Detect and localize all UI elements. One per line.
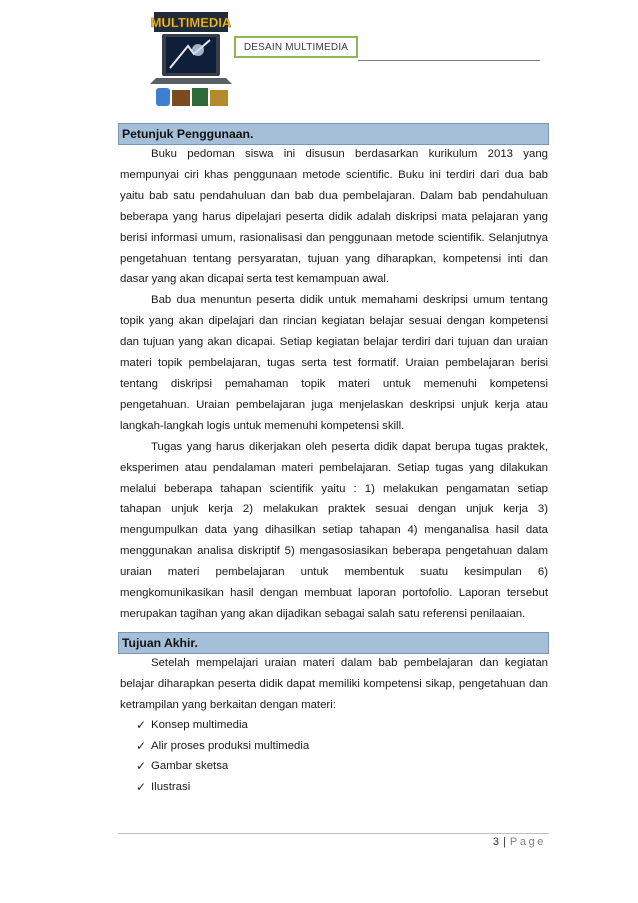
- svg-text:MULTIMEDIA: MULTIMEDIA: [150, 15, 232, 30]
- page-word: Page: [509, 836, 546, 848]
- list-item: [136, 777, 309, 798]
- page-number: 3: [492, 836, 500, 848]
- page-footer: [493, 836, 546, 848]
- footer-separator: |: [503, 836, 506, 848]
- multimedia-logo-image: [148, 10, 234, 110]
- checklist: [136, 715, 309, 797]
- section-body-tujuan: [120, 653, 548, 716]
- multimedia-logo: [148, 10, 234, 110]
- section-body-petunjuk: [120, 144, 548, 625]
- checkmark-icon: ✓: [136, 779, 147, 794]
- list-item-label: Ilustrasi: [151, 780, 191, 793]
- header-rule: [358, 60, 540, 61]
- list-item: [136, 715, 309, 736]
- list-item-label: Konsep multimedia: [151, 719, 248, 732]
- paragraph: Buku pedoman siswa ini disusun berdasarkan kurikulum 2013 yang mempunyai ciri khas penggunaan metode scientific. Buku ini terdiri dari dua bab yaitu bab satu pendahuluan dan bab dua pembelajaran. Dalam bab pendahuluan beberapa yang harus dipelajari peserta didik adalah diskripsi mata pelajaran yang berisi informasi umum, rasionalisasi dan penggunaan metode scientifik. Selanjutnya pengetahuan tentang persyaratan, tujuan yang diharapkan, kompetensi inti dan dasar yang akan dicapai serta test kemampuan awal.: [120, 148, 548, 286]
- checkmark-icon: ✓: [136, 759, 147, 774]
- checkmark-icon: ✓: [136, 738, 147, 753]
- checkmark-icon: ✓: [136, 718, 147, 733]
- header-title: DESAIN MULTIMEDIA: [234, 36, 358, 58]
- list-item-label: Gambar sketsa: [151, 760, 229, 773]
- footer-rule: [118, 833, 549, 834]
- paragraph: Setelah mempelajari uraian materi dalam bab pembelajaran dan kegiatan belajar diharapkan peserta didik dapat memiliki kompetensi sikap, pengetahuan dan ketrampilan yang berkaitan dengan materi:: [120, 657, 548, 711]
- paragraph: Tugas yang harus dikerjakan oleh peserta didik dapat berupa tugas praktek, eksperimen atau pendalaman materi pembelajaran. Setiap tugas yang dilakukan melalui beberapa tahapan scientifik yaitu : 1) melakukan pengamatan setiap tahapan unjuk kerja 2) melakukan praktek sesuai dengan unjuk kerja 3) mengumpulkan data yang dihasilkan setiap tahapan 4) menganalisa hasil data menggunakan analisa diskriptif 5) mengasosiasikan beberapa pengetahuan dalam uraian materi pembelajaran untuk membentuk suatu kesimpulan 6) mengkomunikasikan hasil dengan membuat laporan portofolio. Laporan tersebut merupakan tagihan yang akan dijadikan sebagai salah satu referensi penilaaian.: [120, 440, 548, 620]
- section-heading-tujuan: Tujuan Akhir.: [118, 632, 549, 654]
- list-item-label: Alir proses produksi multimedia: [151, 739, 310, 752]
- list-item: [136, 736, 309, 757]
- list-item: [136, 756, 309, 777]
- section-heading-petunjuk: Petunjuk Penggunaan.: [118, 123, 549, 145]
- paragraph: Bab dua menuntun peserta didik untuk memahami deskripsi umum tentang topik yang akan dipelajari dan rincian kegiatan belajar sesuai dengan kompetensi dan tujuan yang akan dicapai. Setiap kegiatan belajar terdiri dari tujuan dan uraian materi topik pembelajaran, tugas serta test formatif. Uraian pembelajaran berisi tentang diskripsi pemahaman topik materi untuk memenuhi kompetensi pengetahuan. Uraian pembelajaran juga menjelaskan deskripsi unjuk kerja atau langkah-langkah logis untuk memenuhi kompetensi skill.: [120, 294, 548, 432]
